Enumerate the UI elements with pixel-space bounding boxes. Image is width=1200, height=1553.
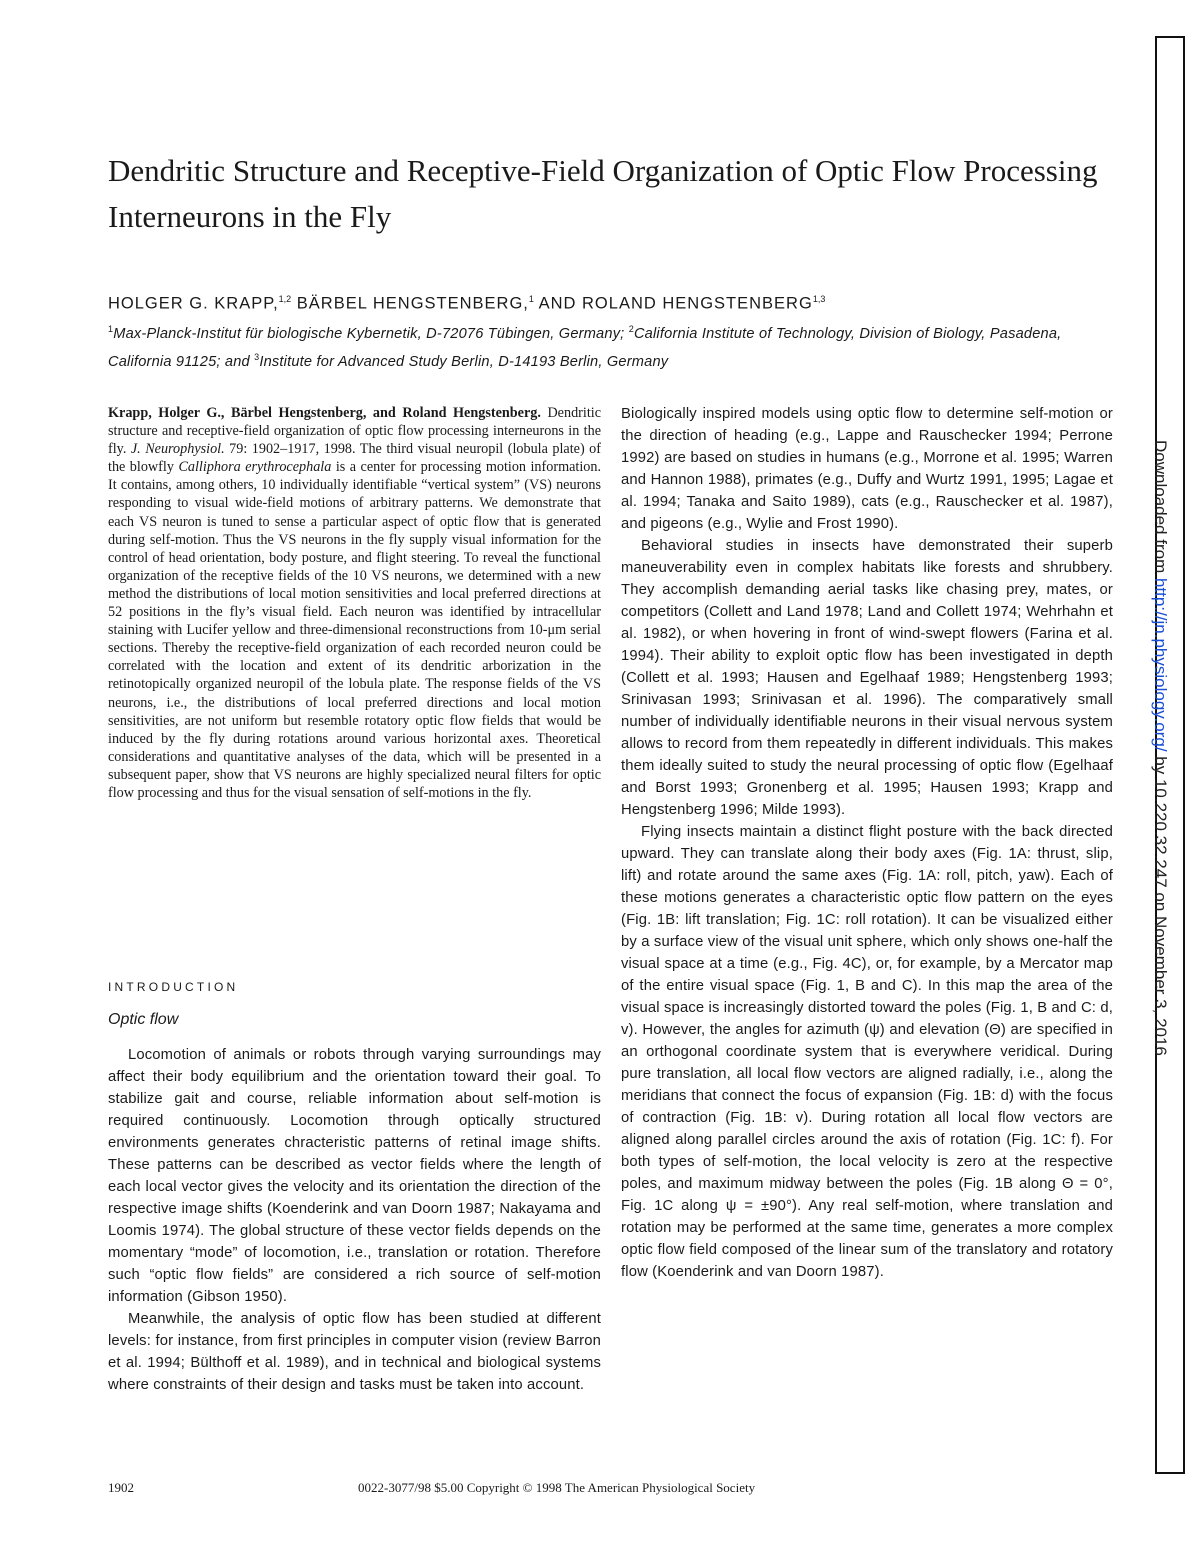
left-paragraph-2: Meanwhile, the analysis of optic flow has been studied at different levels: for instance, from first principles in computer vision (review Barron et al. 1994; Bülthoff et al. 1989), and in technical and biological systems where constraints of their design and tasks must be taken into account. <box>108 1311 601 1393</box>
author-krapp-affil: 1,2 <box>278 294 292 304</box>
affiliation-3: Institute for Advanced Study Berlin, D-14193 Berlin, Germany <box>259 353 669 370</box>
abstract-citation-authors: Krapp, Holger G., Bärbel Hengstenberg, and Roland Hengstenberg. <box>108 405 541 421</box>
affiliation-marker-1: 1 <box>108 324 114 334</box>
left-paragraph-1: Locomotion of animals or robots through varying surroundings may affect their body equilibrium and the orientation toward their goal. To stabilize gait and course, reliable information about self-motion is required continuously. Locomotion through optically structured environments generates chracteristic patterns of retinal image shifts. These patterns can be described as vector fields where the length of each local vector gives the velocity and its orientation the direction of the respective image shifts (Koenderink and van Doorn 1987; Nakayama and Loomis 1974). The global structure of these vector fields depends on the momentary “mode” of locomotion, i.e., translation or rotation. Therefore such “optic flow fields” are considered a rich source of self-motion information (Gibson 1950). <box>108 1047 601 1305</box>
affiliation-marker-3: 3 <box>254 351 260 362</box>
right-paragraph-1: Biologically inspired models using optic flow to determine self-motion or the direction of heading (e.g., Lappe and Rauschecker 1994; Perrone 1992) are based on studies in humans (e.g., Morrone et al. 1995; Warren and Hannon 1988), primates (e.g., Duffy and Wurtz 1991, 1995; Lagae et al. 1994; Tanaka and Saito 1989), cats (e.g., Rauschecker et al. 1987), and pigeons (e.g., Wylie and Frost 1990). <box>621 406 1113 532</box>
right-paragraph-2: Behavioral studies in insects have demonstrated their superb maneuverability even in complex habitats like forests and shrubbery. They accomplish demanding aerial tasks like chasing prey, mates, or competitors (Collett and Land 1978; Land and Collett 1974; Wehrhahn et al. 1982), or when hovering in front of wind-swept flowers (Farina et al. 1994). Their ability to exploit optic flow has been investigated in depth (Collett et al. 1993; Hausen and Egelhaaf 1989; Hengstenberg 1993; Srinivasan 1993; Srinivasan et al. 1996). The comparatively small number of individually identifiable neurons in their visual nervous system allows to record from them repeatedly in different individuals. This makes them ideally suited to study the neural processing of optic flow (Egelhaaf and Borst 1993; Gronenberg et al. 1995; Hausen 1993; Krapp and Hengstenberg 1996; Milde 1993). <box>621 538 1113 818</box>
download-link[interactable]: http://jn.physiology.org/ <box>1151 577 1170 752</box>
subsection-heading-optic-flow: Optic flow <box>108 1011 179 1028</box>
affiliation-2: California Institute of Technology, Division of Biology, Pasadena, California 91125; and <box>108 325 1062 370</box>
abstract-citation-title: Dendritic structure and receptive-field organization of optic flow processing interneurons in the fly. <box>108 405 602 458</box>
affiliation-marker-2: 2 <box>628 324 634 334</box>
page-number: 1902 <box>108 1480 134 1495</box>
author-r-hengstenberg-affil: 1,3 <box>812 294 826 304</box>
affiliation-1: Max-Planck-Institut für biologische Kybernetik, D-72076 Tübingen, Germany; <box>113 325 625 342</box>
section-heading-introduction: INTRODUCTION <box>108 980 239 994</box>
right-column <box>621 403 1113 1283</box>
author-list <box>108 294 1118 314</box>
abstract <box>108 404 601 802</box>
affiliations <box>108 318 1118 374</box>
author-r-hengstenberg: AND ROLAND HENGSTENBERG <box>538 294 813 313</box>
abstract-citation-volume: 79: 1902–1917, 1998. The third visual neuropil (lobula plate) of the blowfly <box>108 441 601 476</box>
author-b-hengstenberg: BÄRBEL HENGSTENBERG, <box>296 294 529 313</box>
right-paragraph-3: Flying insects maintain a distinct flight posture with the back directed upward. They can translate along their body axes (Fig. 1A: thrust, slip, lift) and rotate around the same axes (Fig. 1A: roll, pitch, yaw). Each of these motions generates a characteristic optic flow pattern on the eyes (Fig. 1B: lift translation; Fig. 1C: roll rotation). It can be visualized either by a surface view of the visual unit sphere, which only shows one-half the visual space at a time (e.g., Fig. 4C), or, for example, by a Mercator map of the entire visual space (Fig. 1, B and C). In this map the area of the visual space is increasingly distorted toward the poles (Fig. 1, B and C: d, v). However, the angles for azimuth (ψ) and elevation (Θ) are specified in an orthogonal coordinate system that is everywhere veridical. During pure translation, all local flow vectors are aligned radially, i.e., along the meridians that connect the focus of expansion (Fig. 1B: d) with the focus of contraction (Fig. 1B: v). During rotation all local flow vectors are aligned along parallel circles around the axis of rotation (Fig. 1C: f). For both types of self-motion, the local velocity is zero at the respective poles, and maximum midway between the poles (Fig. 1B along Θ = 0°, Fig. 1C along ψ = ±90°). Any real self-motion, where translation and rotation may be performed at the same time, generates a more complex optic flow field composed of the linear sum of the translatory and rotatory flow (Koenderink and van Doorn 1987). <box>621 824 1113 1280</box>
paper-title: Dendritic Structure and Receptive-Field Organization of Optic Flow Processing Interneurons in the Fly <box>108 153 1098 234</box>
author-b-hengstenberg-affil: 1 <box>528 294 534 304</box>
download-suffix: by 10.220.32.247 on November 3, 2016 <box>1151 756 1170 1056</box>
abstract-journal: J. Neurophysiol. <box>130 441 225 458</box>
copyright-line: 0022-3077/98 $5.00 Copyright © 1998 The American Physiological Society <box>358 1480 756 1495</box>
abstract-body: is a center for processing motion information. It contains, among others, 10 individually identifiable “vertical system” (VS) neurons responding to visual wide-field motions of arbitrary patterns. We demonstrate that each VS neuron is tuned to sense a particular aspect of optic flow that is generated during self-motion. Thus the VS neurons in the fly supply visual information for the control of head orientation, body posture, and flight steering. To reveal the functional organization of the receptive fields of the 10 VS neurons, we determined with a new method the distributions of local motion sensitivities and local preferred directions at 52 positions in the fly’s visual field. Each neuron was identified by intracellular staining with Lucifer yellow and three-dimensional reconstructions from 10-μm serial sections. Thereby the receptive-field organization of each recorded neuron could be correlated with the location and extent of its dendritic arborization in the retinotopically organized neuropil of the lobula plate. The response fields of the VS neurons, i.e., the distributions of local preferred directions and local motion sensitivities, are not uniform but resemble rotatory optic flow fields that would be induced by the fly during rotations around various horizontal axes. Theoretical considerations and quantitative analyses of the data, which will be presented in a subsequent paper, show that VS neurons are highly specialized neural filters for optic flow processing and thus for the visual sensation of self-motions in the fly. <box>108 459 602 801</box>
author-krapp: HOLGER G. KRAPP, <box>108 294 279 313</box>
abstract-species: Calliphora erythrocephala <box>178 459 332 476</box>
download-sidebar-text <box>1150 440 1170 1056</box>
download-prefix: Downloaded from <box>1151 440 1170 574</box>
left-column <box>108 1044 601 1396</box>
